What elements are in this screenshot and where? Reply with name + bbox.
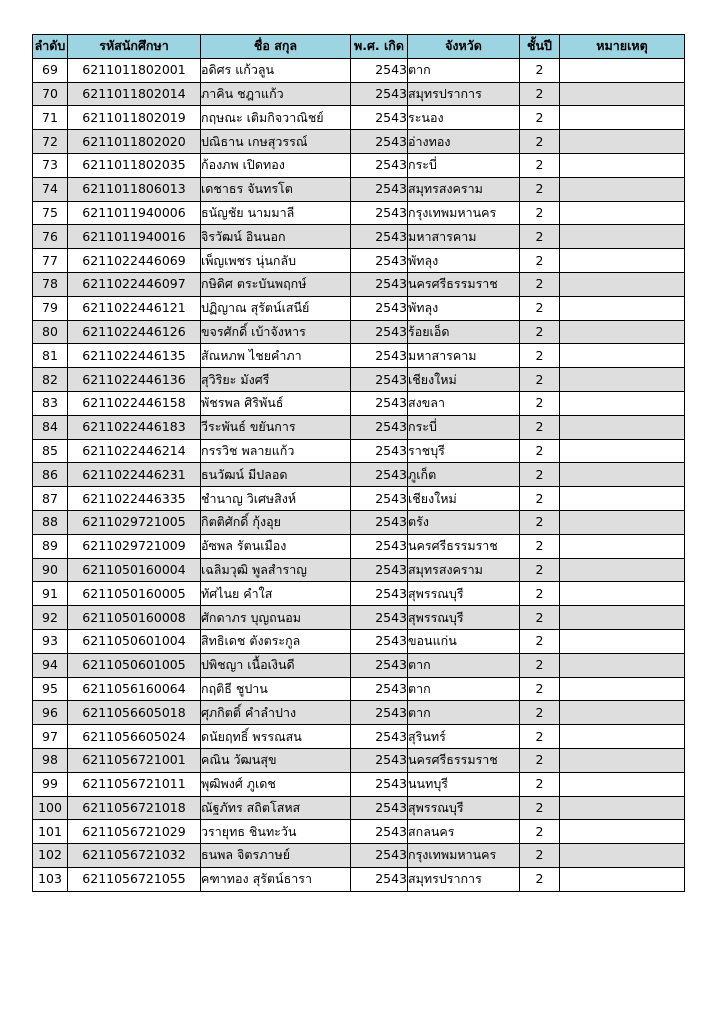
note-cell bbox=[560, 153, 685, 177]
note-cell bbox=[560, 772, 685, 796]
student-id-cell: 6211056721029 bbox=[68, 820, 201, 844]
province-cell: กระบี่ bbox=[408, 153, 520, 177]
table-row bbox=[33, 225, 685, 249]
birth-year-cell: 2543 bbox=[351, 439, 408, 463]
province-cell: นครศรีธรรมราช bbox=[408, 748, 520, 772]
table-row bbox=[33, 725, 685, 749]
student-id-cell: 6211056721032 bbox=[68, 844, 201, 868]
province-cell: พัทลุง bbox=[408, 296, 520, 320]
name-cell: เฉลิมวุฒิ พูลสำราญ bbox=[201, 558, 351, 582]
order-cell: 78 bbox=[33, 272, 68, 296]
table-row bbox=[33, 463, 685, 487]
birth-year-cell: 2543 bbox=[351, 629, 408, 653]
level-cell: 2 bbox=[520, 296, 560, 320]
name-cell: ปพิชญา เนื้อเงินดี bbox=[201, 653, 351, 677]
level-cell: 2 bbox=[520, 58, 560, 82]
name-cell: ธนัญชัย นามมาลี bbox=[201, 201, 351, 225]
student-id-cell: 6211050160005 bbox=[68, 582, 201, 606]
student-id-cell: 6211050160004 bbox=[68, 558, 201, 582]
header-order: ลำดับ bbox=[33, 35, 68, 59]
table-row bbox=[33, 701, 685, 725]
student-id-cell: 6211011802020 bbox=[68, 130, 201, 154]
student-id-cell: 6211011802014 bbox=[68, 82, 201, 106]
table-row bbox=[33, 558, 685, 582]
order-cell: 103 bbox=[33, 867, 68, 891]
name-cell: ภาคิน ชฎาแก้ว bbox=[201, 82, 351, 106]
birth-year-cell: 2543 bbox=[351, 296, 408, 320]
order-cell: 95 bbox=[33, 677, 68, 701]
birth-year-cell: 2543 bbox=[351, 748, 408, 772]
birth-year-cell: 2543 bbox=[351, 249, 408, 273]
level-cell: 2 bbox=[520, 272, 560, 296]
student-id-cell: 6211022446335 bbox=[68, 487, 201, 511]
level-cell: 2 bbox=[520, 558, 560, 582]
table-row bbox=[33, 58, 685, 82]
order-cell: 85 bbox=[33, 439, 68, 463]
level-cell: 2 bbox=[520, 415, 560, 439]
table-row bbox=[33, 820, 685, 844]
note-cell bbox=[560, 201, 685, 225]
province-cell: สมุทรสงคราม bbox=[408, 177, 520, 201]
note-cell bbox=[560, 796, 685, 820]
student-id-cell: 6211011940016 bbox=[68, 225, 201, 249]
table-row bbox=[33, 629, 685, 653]
birth-year-cell: 2543 bbox=[351, 558, 408, 582]
name-cell: เพ็ญเพชร นุ่นกลับ bbox=[201, 249, 351, 273]
birth-year-cell: 2543 bbox=[351, 510, 408, 534]
level-cell: 2 bbox=[520, 606, 560, 630]
name-cell: ชำนาญ วิเศษสิงห์ bbox=[201, 487, 351, 511]
student-id-cell: 6211022446158 bbox=[68, 391, 201, 415]
province-cell: สมุทรสงคราม bbox=[408, 558, 520, 582]
order-cell: 93 bbox=[33, 629, 68, 653]
birth-year-cell: 2543 bbox=[351, 487, 408, 511]
birth-year-cell: 2543 bbox=[351, 725, 408, 749]
level-cell: 2 bbox=[520, 225, 560, 249]
student-id-cell: 6211050601004 bbox=[68, 629, 201, 653]
name-cell: สัณหภพ ไชยคำภา bbox=[201, 344, 351, 368]
student-id-cell: 6211056160064 bbox=[68, 677, 201, 701]
table-row bbox=[33, 130, 685, 154]
student-id-cell: 6211056605024 bbox=[68, 725, 201, 749]
level-cell: 2 bbox=[520, 391, 560, 415]
table-row bbox=[33, 296, 685, 320]
level-cell: 2 bbox=[520, 796, 560, 820]
note-cell bbox=[560, 320, 685, 344]
header-note: หมายเหตุ bbox=[560, 35, 685, 59]
student-id-cell: 6211022446183 bbox=[68, 415, 201, 439]
level-cell: 2 bbox=[520, 582, 560, 606]
table-row bbox=[33, 106, 685, 130]
province-cell: ระนอง bbox=[408, 106, 520, 130]
order-cell: 102 bbox=[33, 844, 68, 868]
birth-year-cell: 2543 bbox=[351, 82, 408, 106]
province-cell: นครศรีธรรมราช bbox=[408, 272, 520, 296]
level-cell: 2 bbox=[520, 677, 560, 701]
student-id-cell: 6211022446214 bbox=[68, 439, 201, 463]
note-cell bbox=[560, 701, 685, 725]
note-cell bbox=[560, 177, 685, 201]
student-id-cell: 6211022446097 bbox=[68, 272, 201, 296]
level-cell: 2 bbox=[520, 867, 560, 891]
birth-year-cell: 2543 bbox=[351, 320, 408, 344]
province-cell: พัทลุง bbox=[408, 249, 520, 273]
student-id-cell: 6211056605018 bbox=[68, 701, 201, 725]
note-cell bbox=[560, 487, 685, 511]
order-cell: 92 bbox=[33, 606, 68, 630]
level-cell: 2 bbox=[520, 344, 560, 368]
province-cell: สงขลา bbox=[408, 391, 520, 415]
name-cell: กิตติศักดิ์ กุ้งอุย bbox=[201, 510, 351, 534]
birth-year-cell: 2543 bbox=[351, 58, 408, 82]
name-cell: กรรวิช พลายแก้ว bbox=[201, 439, 351, 463]
note-cell bbox=[560, 725, 685, 749]
birth-year-cell: 2543 bbox=[351, 867, 408, 891]
order-cell: 84 bbox=[33, 415, 68, 439]
level-cell: 2 bbox=[520, 368, 560, 392]
order-cell: 101 bbox=[33, 820, 68, 844]
name-cell: เดชาธร จันทรโต bbox=[201, 177, 351, 201]
province-cell: มหาสารคาม bbox=[408, 225, 520, 249]
name-cell: ศุภกิตติ์ คำลำปาง bbox=[201, 701, 351, 725]
student-id-cell: 6211022446069 bbox=[68, 249, 201, 273]
name-cell: ณัฐภัทร สถิตโสหส bbox=[201, 796, 351, 820]
note-cell bbox=[560, 391, 685, 415]
table-row bbox=[33, 82, 685, 106]
province-cell: สมุทรปราการ bbox=[408, 82, 520, 106]
level-cell: 2 bbox=[520, 130, 560, 154]
header-province: จังหวัด bbox=[408, 35, 520, 59]
level-cell: 2 bbox=[520, 534, 560, 558]
name-cell: พุฒิพงศ์ ภูเดช bbox=[201, 772, 351, 796]
student-id-cell: 6211022446126 bbox=[68, 320, 201, 344]
order-cell: 91 bbox=[33, 582, 68, 606]
table-row bbox=[33, 272, 685, 296]
birth-year-cell: 2543 bbox=[351, 582, 408, 606]
level-cell: 2 bbox=[520, 725, 560, 749]
province-cell: ตาก bbox=[408, 701, 520, 725]
name-cell: พัชรพล ศิริพันธ์ bbox=[201, 391, 351, 415]
province-cell: ตาก bbox=[408, 677, 520, 701]
header-row bbox=[33, 35, 685, 59]
student-id-cell: 6211011940006 bbox=[68, 201, 201, 225]
birth-year-cell: 2543 bbox=[351, 606, 408, 630]
level-cell: 2 bbox=[520, 177, 560, 201]
table-row bbox=[33, 796, 685, 820]
table-row bbox=[33, 677, 685, 701]
table-row bbox=[33, 772, 685, 796]
name-cell: ขจรศักดิ์ เบ้าจังหาร bbox=[201, 320, 351, 344]
birth-year-cell: 2543 bbox=[351, 130, 408, 154]
province-cell: อ่างทอง bbox=[408, 130, 520, 154]
province-cell: สุพรรณบุรี bbox=[408, 582, 520, 606]
birth-year-cell: 2543 bbox=[351, 272, 408, 296]
table-row bbox=[33, 415, 685, 439]
order-cell: 81 bbox=[33, 344, 68, 368]
note-cell bbox=[560, 582, 685, 606]
order-cell: 79 bbox=[33, 296, 68, 320]
level-cell: 2 bbox=[520, 820, 560, 844]
header-level: ชั้นปี bbox=[520, 35, 560, 59]
province-cell: เชียงใหม่ bbox=[408, 368, 520, 392]
note-cell bbox=[560, 106, 685, 130]
birth-year-cell: 2543 bbox=[351, 653, 408, 677]
name-cell: อดิศร แก้วลูน bbox=[201, 58, 351, 82]
level-cell: 2 bbox=[520, 201, 560, 225]
order-cell: 87 bbox=[33, 487, 68, 511]
table-row bbox=[33, 748, 685, 772]
note-cell bbox=[560, 272, 685, 296]
province-cell: สุรินทร์ bbox=[408, 725, 520, 749]
level-cell: 2 bbox=[520, 653, 560, 677]
student-id-cell: 6211050601005 bbox=[68, 653, 201, 677]
birth-year-cell: 2543 bbox=[351, 415, 408, 439]
table-row bbox=[33, 249, 685, 273]
name-cell: ทัศไนย คำใส bbox=[201, 582, 351, 606]
note-cell bbox=[560, 463, 685, 487]
birth-year-cell: 2543 bbox=[351, 368, 408, 392]
level-cell: 2 bbox=[520, 844, 560, 868]
note-cell bbox=[560, 368, 685, 392]
province-cell: ราชบุรี bbox=[408, 439, 520, 463]
note-cell bbox=[560, 130, 685, 154]
order-cell: 90 bbox=[33, 558, 68, 582]
birth-year-cell: 2543 bbox=[351, 534, 408, 558]
table-body bbox=[33, 58, 685, 891]
name-cell: ก้องภพ เปิดทอง bbox=[201, 153, 351, 177]
note-cell bbox=[560, 58, 685, 82]
name-cell: ปณิธาน เกษสุวรรณ์ bbox=[201, 130, 351, 154]
student-id-cell: 6211056721011 bbox=[68, 772, 201, 796]
table-row bbox=[33, 391, 685, 415]
table-row bbox=[33, 653, 685, 677]
name-cell: ศักดาภร บุญถนอม bbox=[201, 606, 351, 630]
birth-year-cell: 2543 bbox=[351, 106, 408, 130]
name-cell: คฑาทอง สุรัตน์ธารา bbox=[201, 867, 351, 891]
level-cell: 2 bbox=[520, 510, 560, 534]
name-cell: ดนัยฤทธิ์ พรรณสน bbox=[201, 725, 351, 749]
table-row bbox=[33, 368, 685, 392]
name-cell: คณิน วัฒนสุข bbox=[201, 748, 351, 772]
table-row bbox=[33, 320, 685, 344]
student-id-cell: 6211029721005 bbox=[68, 510, 201, 534]
header-name: ชื่อ สกุล bbox=[201, 35, 351, 59]
student-id-cell: 6211011806013 bbox=[68, 177, 201, 201]
table-row bbox=[33, 582, 685, 606]
level-cell: 2 bbox=[520, 487, 560, 511]
student-id-cell: 6211022446121 bbox=[68, 296, 201, 320]
name-cell: กฤษณะ เติมกิจวาณิชย์ bbox=[201, 106, 351, 130]
birth-year-cell: 2543 bbox=[351, 844, 408, 868]
province-cell: กรุงเทพมหานคร bbox=[408, 201, 520, 225]
order-cell: 73 bbox=[33, 153, 68, 177]
name-cell: อัซพล รัตนเมือง bbox=[201, 534, 351, 558]
note-cell bbox=[560, 296, 685, 320]
province-cell: ร้อยเอ็ด bbox=[408, 320, 520, 344]
note-cell bbox=[560, 510, 685, 534]
student-id-cell: 6211056721001 bbox=[68, 748, 201, 772]
name-cell: สิทธิเดช ตังตระกูล bbox=[201, 629, 351, 653]
level-cell: 2 bbox=[520, 701, 560, 725]
name-cell: วรายุทธ ชินทะวัน bbox=[201, 820, 351, 844]
table-row bbox=[33, 844, 685, 868]
note-cell bbox=[560, 677, 685, 701]
header-student-id: รหัสนักศึกษา bbox=[68, 35, 201, 59]
order-cell: 83 bbox=[33, 391, 68, 415]
name-cell: สุวิริยะ มังศรี bbox=[201, 368, 351, 392]
table-row bbox=[33, 344, 685, 368]
province-cell: กระบี่ bbox=[408, 415, 520, 439]
student-id-cell: 6211056721055 bbox=[68, 867, 201, 891]
order-cell: 99 bbox=[33, 772, 68, 796]
province-cell: สุพรรณบุรี bbox=[408, 606, 520, 630]
birth-year-cell: 2543 bbox=[351, 796, 408, 820]
birth-year-cell: 2543 bbox=[351, 201, 408, 225]
note-cell bbox=[560, 748, 685, 772]
student-id-cell: 6211029721009 bbox=[68, 534, 201, 558]
table-row bbox=[33, 534, 685, 558]
note-cell bbox=[560, 820, 685, 844]
note-cell bbox=[560, 844, 685, 868]
name-cell: วีระพันธ์ ขยันการ bbox=[201, 415, 351, 439]
province-cell: นครศรีธรรมราช bbox=[408, 534, 520, 558]
table-row bbox=[33, 177, 685, 201]
table-row bbox=[33, 201, 685, 225]
note-cell bbox=[560, 344, 685, 368]
level-cell: 2 bbox=[520, 106, 560, 130]
level-cell: 2 bbox=[520, 249, 560, 273]
order-cell: 100 bbox=[33, 796, 68, 820]
order-cell: 74 bbox=[33, 177, 68, 201]
table-row bbox=[33, 510, 685, 534]
province-cell: เชียงใหม่ bbox=[408, 487, 520, 511]
note-cell bbox=[560, 867, 685, 891]
order-cell: 98 bbox=[33, 748, 68, 772]
level-cell: 2 bbox=[520, 629, 560, 653]
birth-year-cell: 2543 bbox=[351, 344, 408, 368]
name-cell: จิรวัฒน์ อินนอก bbox=[201, 225, 351, 249]
province-cell: ตาก bbox=[408, 653, 520, 677]
province-cell: นนทบุรี bbox=[408, 772, 520, 796]
level-cell: 2 bbox=[520, 772, 560, 796]
name-cell: ธนพล จิตรภาษย์ bbox=[201, 844, 351, 868]
birth-year-cell: 2543 bbox=[351, 463, 408, 487]
order-cell: 76 bbox=[33, 225, 68, 249]
level-cell: 2 bbox=[520, 82, 560, 106]
order-cell: 69 bbox=[33, 58, 68, 82]
note-cell bbox=[560, 653, 685, 677]
student-id-cell: 6211011802035 bbox=[68, 153, 201, 177]
level-cell: 2 bbox=[520, 463, 560, 487]
order-cell: 86 bbox=[33, 463, 68, 487]
note-cell bbox=[560, 415, 685, 439]
note-cell bbox=[560, 606, 685, 630]
province-cell: สกลนคร bbox=[408, 820, 520, 844]
birth-year-cell: 2543 bbox=[351, 391, 408, 415]
student-id-cell: 6211022446135 bbox=[68, 344, 201, 368]
birth-year-cell: 2543 bbox=[351, 225, 408, 249]
order-cell: 89 bbox=[33, 534, 68, 558]
order-cell: 71 bbox=[33, 106, 68, 130]
name-cell: ปฏิญาณ สุรัตน์เสนีย์ bbox=[201, 296, 351, 320]
birth-year-cell: 2543 bbox=[351, 677, 408, 701]
level-cell: 2 bbox=[520, 748, 560, 772]
name-cell: ธนวัฒน์ มีปลอด bbox=[201, 463, 351, 487]
student-id-cell: 6211022446136 bbox=[68, 368, 201, 392]
table-row bbox=[33, 153, 685, 177]
order-cell: 97 bbox=[33, 725, 68, 749]
table-row bbox=[33, 606, 685, 630]
order-cell: 94 bbox=[33, 653, 68, 677]
student-id-cell: 6211011802019 bbox=[68, 106, 201, 130]
student-id-cell: 6211056721018 bbox=[68, 796, 201, 820]
note-cell bbox=[560, 534, 685, 558]
note-cell bbox=[560, 249, 685, 273]
province-cell: ขอนแก่น bbox=[408, 629, 520, 653]
name-cell: กษิดิศ ตระบันพฤกษ์ bbox=[201, 272, 351, 296]
level-cell: 2 bbox=[520, 439, 560, 463]
table-row bbox=[33, 867, 685, 891]
note-cell bbox=[560, 558, 685, 582]
student-roster-table bbox=[32, 34, 685, 892]
province-cell: กรุงเทพมหานคร bbox=[408, 844, 520, 868]
student-id-cell: 6211011802001 bbox=[68, 58, 201, 82]
birth-year-cell: 2543 bbox=[351, 772, 408, 796]
birth-year-cell: 2543 bbox=[351, 820, 408, 844]
header-birth-year: พ.ศ. เกิด bbox=[351, 35, 408, 59]
province-cell: สมุทรปราการ bbox=[408, 867, 520, 891]
table-row bbox=[33, 439, 685, 463]
note-cell bbox=[560, 439, 685, 463]
province-cell: สุพรรณบุรี bbox=[408, 796, 520, 820]
student-id-cell: 6211050160008 bbox=[68, 606, 201, 630]
province-cell: ตาก bbox=[408, 58, 520, 82]
order-cell: 75 bbox=[33, 201, 68, 225]
order-cell: 70 bbox=[33, 82, 68, 106]
province-cell: มหาสารคาม bbox=[408, 344, 520, 368]
birth-year-cell: 2543 bbox=[351, 177, 408, 201]
level-cell: 2 bbox=[520, 153, 560, 177]
order-cell: 96 bbox=[33, 701, 68, 725]
note-cell bbox=[560, 225, 685, 249]
order-cell: 80 bbox=[33, 320, 68, 344]
order-cell: 77 bbox=[33, 249, 68, 273]
note-cell bbox=[560, 629, 685, 653]
order-cell: 88 bbox=[33, 510, 68, 534]
province-cell: ภูเก็ต bbox=[408, 463, 520, 487]
birth-year-cell: 2543 bbox=[351, 153, 408, 177]
order-cell: 82 bbox=[33, 368, 68, 392]
province-cell: ตรัง bbox=[408, 510, 520, 534]
note-cell bbox=[560, 82, 685, 106]
name-cell: กฤติธี ชูปาน bbox=[201, 677, 351, 701]
birth-year-cell: 2543 bbox=[351, 701, 408, 725]
student-id-cell: 6211022446231 bbox=[68, 463, 201, 487]
table-row bbox=[33, 487, 685, 511]
level-cell: 2 bbox=[520, 320, 560, 344]
order-cell: 72 bbox=[33, 130, 68, 154]
